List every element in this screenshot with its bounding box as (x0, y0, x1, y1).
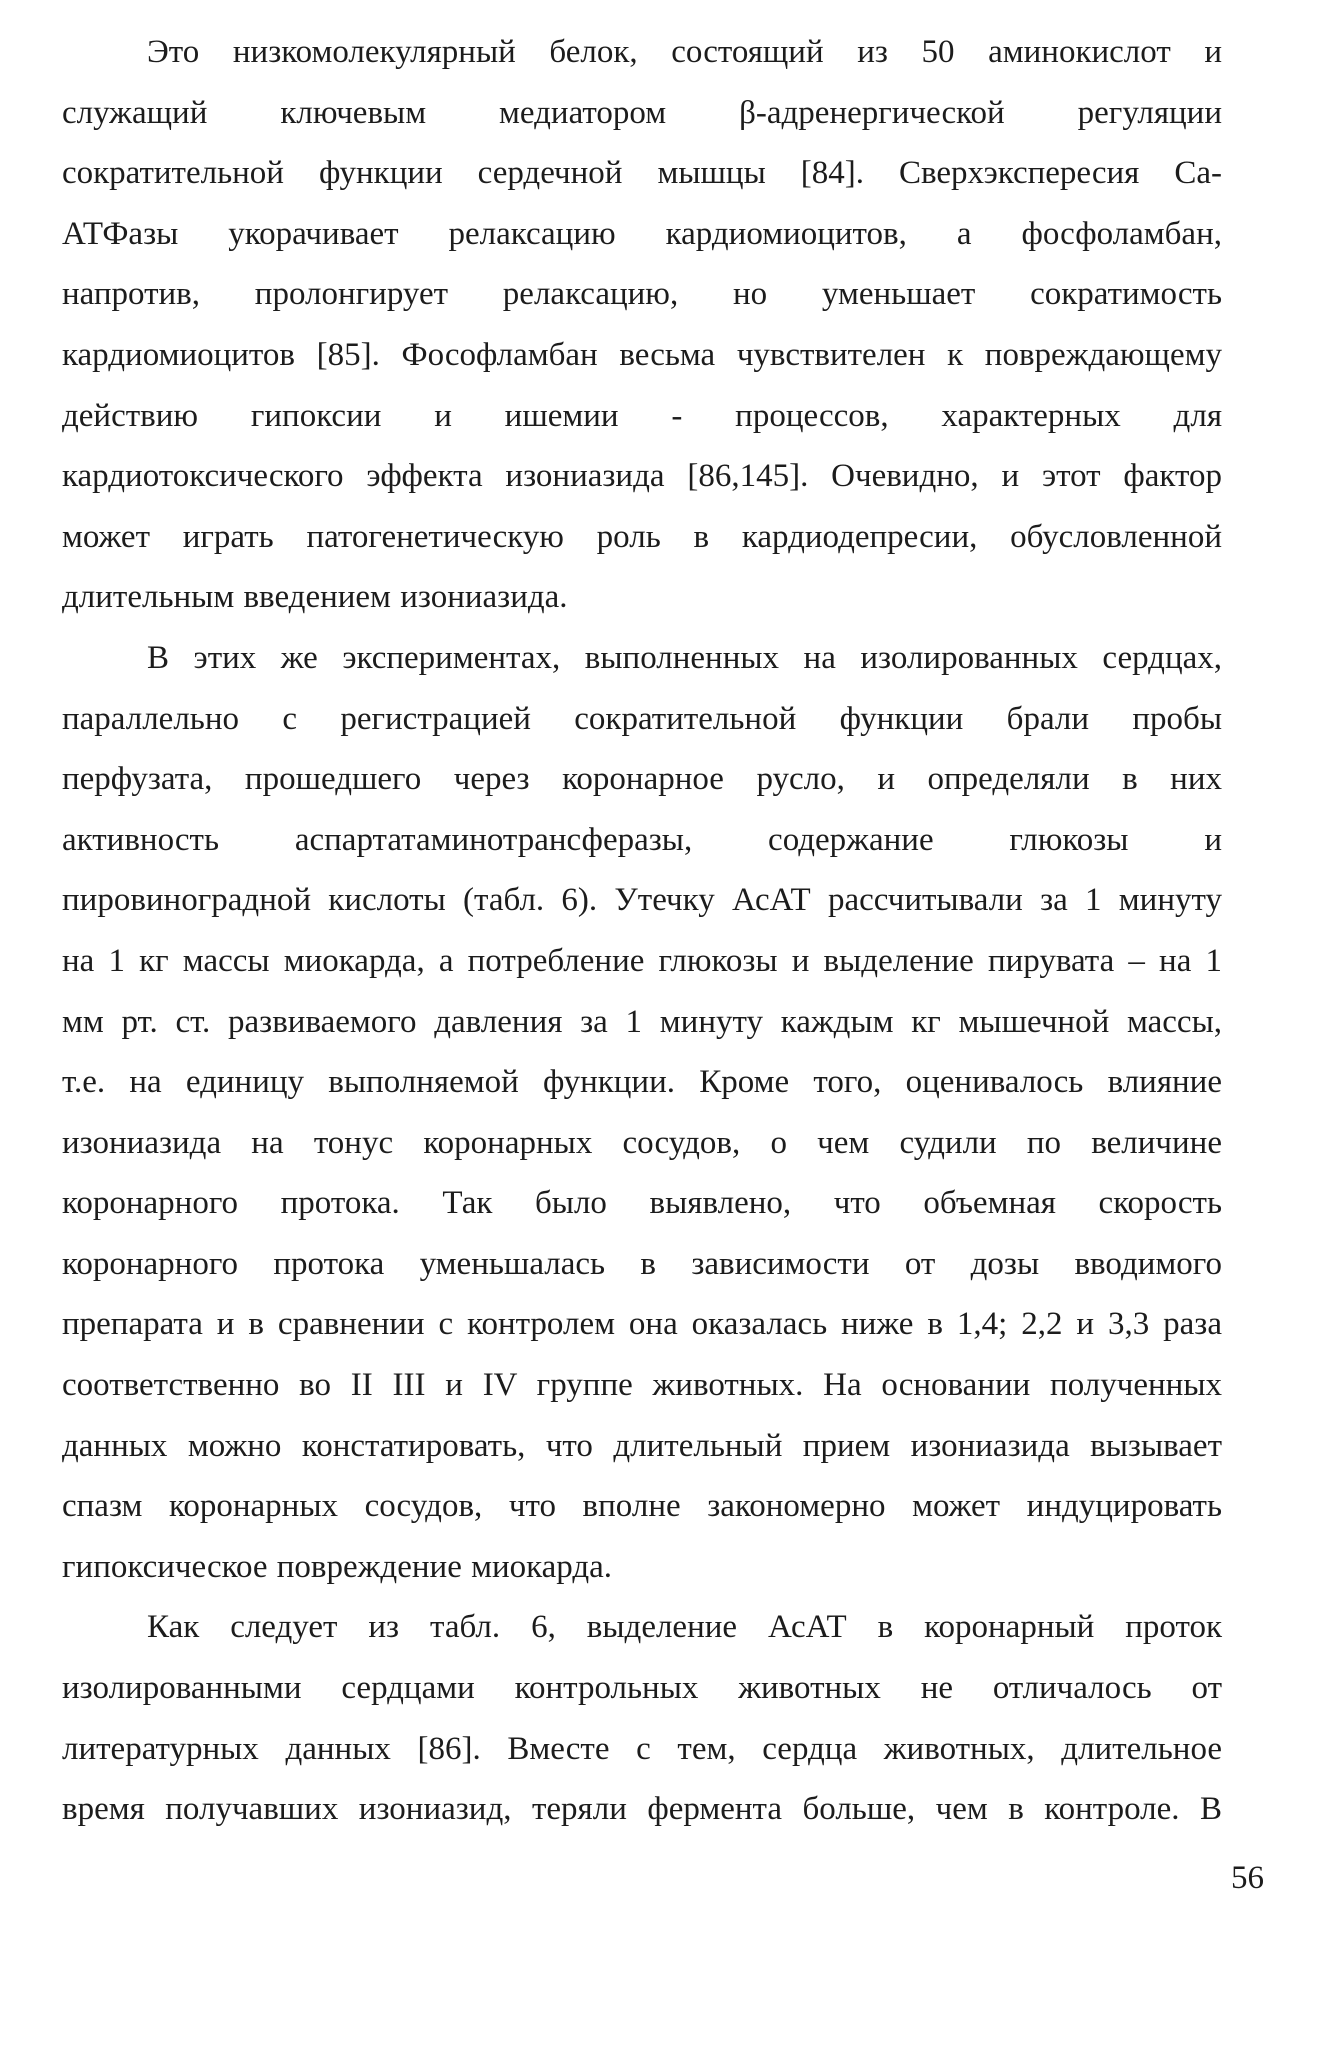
text-line: Как следует из табл. 6, выделение АсАТ в коронарный проток (147, 1609, 1222, 1646)
paragraph-1 (62, 22, 1222, 628)
text-line: В этих же экспериментах, выполненных на изолированных сердцах, (147, 639, 1222, 676)
text-line: АТФазы укорачивает релаксацию кардиомиоцитов, а фосфоламбан, (62, 215, 1222, 252)
text-line: изониазида на тонус коронарных сосудов, о чем судили по величине (62, 1124, 1222, 1161)
text-line: коронарного протока. Так было выявлено, что объемная скорость (62, 1185, 1222, 1222)
text-line: кардиотоксического эффекта изониазида [86,145]. Очевидно, и этот фактор (62, 458, 1222, 495)
text-line: гипоксическое повреждение миокарда. (62, 1548, 613, 1585)
text-line: Это низкомолекулярный белок, состоящий из 50 аминокислот и (147, 34, 1222, 70)
text-line: коронарного протока уменьшалась в зависимости от дозы вводимого (62, 1245, 1222, 1282)
text-line: изолированными сердцами контрольных животных не отличалось от (62, 1670, 1222, 1707)
text-line: служащий ключевым медиатором β-адренергической регуляции (62, 94, 1222, 131)
paragraph-3 (62, 1597, 1222, 1839)
text-line: длительным введением изониазида. (62, 579, 568, 616)
text-line: активность аспартатаминотрансферазы, содержание глюкозы и (62, 821, 1222, 858)
page-number: 56 (1231, 1860, 1264, 1896)
text-line: напротив, пролонгирует релаксацию, но уменьшает сократимость (62, 276, 1222, 313)
text-line: т.е. на единицу выполняемой функции. Кроме того, оценивалось влияние (62, 1064, 1222, 1101)
text-line: параллельно с регистрацией сократительной функции брали пробы (62, 700, 1222, 737)
text-line: сократительной функции сердечной мышцы [84]. Сверхэкспересия Ca- (62, 155, 1222, 192)
text-line: пировиноградной кислоты (табл. 6). Утечку АсАТ рассчитывали за 1 минуту (62, 882, 1222, 919)
text-line: препарата и в сравнении с контролем она оказалась ниже в 1,4; 2,2 и 3,3 раза (62, 1306, 1222, 1343)
text-line: соответственно во II III и IV группе животных. На основании полученных (62, 1367, 1222, 1404)
text-line: перфузата, прошедшего через коронарное русло, и определяли в них (62, 761, 1222, 798)
text-line: время получавших изониазид, теряли фермента больше, чем в контроле. В (62, 1791, 1222, 1828)
paragraph-2 (62, 628, 1222, 1598)
text-line: литературных данных [86]. Вместе с тем, сердца животных, длительное (62, 1730, 1222, 1767)
text-line: на 1 кг массы миокарда, а потребление глюкозы и выделение пирувата – на 1 (62, 942, 1222, 979)
text-line: мм рт. ст. развиваемого давления за 1 минуту каждым кг мышечной массы, (62, 1003, 1222, 1040)
text-line: действию гипоксии и ишемии - процессов, характерных для (62, 397, 1222, 434)
text-line: спазм коронарных сосудов, что вполне закономерно может индуцировать (62, 1488, 1222, 1525)
document-page (62, 22, 1222, 1840)
text-line: кардиомиоцитов [85]. Фософламбан весьма чувствителен к повреждающему (62, 336, 1222, 373)
text-line: данных можно констатировать, что длительный прием изониазида вызывает (62, 1427, 1222, 1464)
text-line: может играть патогенетическую роль в кардиодепресии, обусловленной (62, 518, 1222, 555)
